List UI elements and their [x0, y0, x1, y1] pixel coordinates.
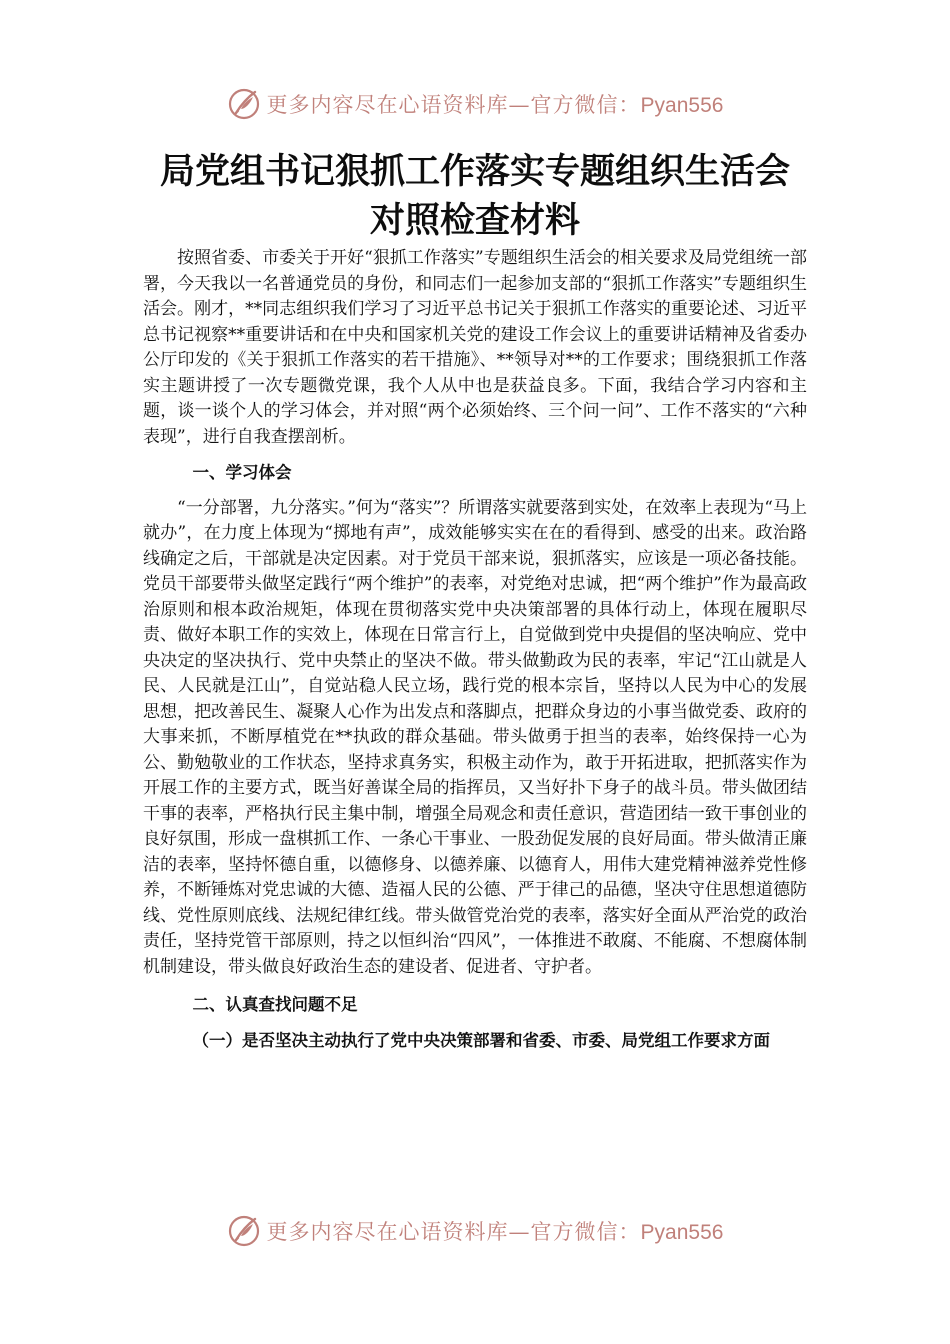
watermark-text: 更多内容尽在心语资料库—官方微信：Pyan556 — [266, 93, 724, 117]
quill-logo-icon — [227, 1214, 261, 1248]
watermark-footer — [0, 1211, 950, 1251]
watermark-text: 更多内容尽在心语资料库—官方微信：Pyan556 — [266, 1220, 724, 1244]
section1-heading: 一、学习体会 — [192, 463, 292, 482]
subsection1-heading: （一）是否坚决主动执行了党中央决策部署和省委、市委、局党组工作要求方面 — [192, 1030, 770, 1050]
watermark-wechat-id: Pyan556 — [640, 94, 724, 117]
section2-heading: 二、认真查找问题不足 — [192, 995, 358, 1014]
document-title-line1: 局党组书记狠抓工作落实专题组织生活会 — [159, 152, 790, 192]
intro-paragraph: 按照省委、市委关于开好“狠抓工作落实”专题组织生活会的相关要求及局党组统一部署，今天我以一名普通党员的身份，和同志们一起参加支部的“狠抓工作落实”专题组织生活会。刚才，**同志组织我们学习了习近平总书记关于狠抓工作落实的重要论述、习近平总书记视察**重要讲话和在中央和国家机关党的建设工作会议上的重要讲话精神及省委办公厅印发的《关于狠抓工作落实的若干措施》、**领导对**的工作要求；围绕狠抓工作落实主题讲授了一次专题微党课，我个人从中也是获益良多。下面，我结合学习内容和主题，谈一谈个人的学习体会，并对照“两个必须始终、三个问一问”、工作不落实的“六种表现”，进行自我查摆剖析。 — [143, 248, 807, 447]
watermark-wechat-id: Pyan556 — [640, 1221, 724, 1244]
document-title-line2: 对照检查材料 — [369, 201, 580, 241]
watermark-header — [0, 84, 950, 124]
section1-paragraph: “一分部署，九分落实。”何为“落实”？所谓落实就要落到实处，在效率上表现为“马上就办”，在力度上体现为“掷地有声”，成效能够实实在在的看得到、感受的出来。政治路线确定之后，干部就是决定因素。对于党员干部来说，狠抓落实，应该是一项必备技能。党员干部要带头做坚定践行“两个维护”的表率，对党绝对忠诚，把“两个维护”作为最高政治原则和根本政治规矩，体现在贯彻落实党中央决策部署的具体行动上，体现在履职尽责、做好本职工作的实效上，体现在日常言行上，自觉做到党中央提倡的坚决响应、党中央决定的坚决执行、党中央禁止的坚决不做。带头做勤政为民的表率，牢记“江山就是人民、人民就是江山”，自觉站稳人民立场，践行党的根本宗旨，坚持以人民为中心的发展思想，把改善民生、凝聚人心作为出发点和落脚点，把群众身边的小事当做党委、政府的大事来抓，不断厚植党在**执政的群众基础。带头做勇于担当的表率，始终保持一心为公、勤勉敬业的工作状态，坚持求真务实，积极主动作为，敢于开拓进取，把抓落实作为开展工作的主要方式，既当好善谋全局的指挥员，又当好扑下身子的战斗员。带头做团结干事的表率，严格执行民主集中制，增强全局观念和责任意识，营造团结一致干事创业的良好氛围，形成一盘棋抓工作、一条心干事业、一股劲促发展的良好局面。带头做清正廉洁的表率，坚持怀德自重，以德修身、以德养廉、以德育人，用伟大建党精神滋养党性修养，不断锤炼对党忠诚的大德、造福人民的公德、严于律己的品德，坚决守住思想道德防线、党性原则底线、法规纪律红线。带头做管党治党的表率，落实好全面从严治党的政治责任，坚持党管干部原则，持之以恒纠治“四风”，一体推进不敢腐、不能腐、不想腐体制机制建设，带头做良好政治生态的建设者、促进者、守护者。 — [143, 497, 807, 977]
quill-logo-icon — [227, 87, 261, 121]
document-body — [143, 246, 807, 1053]
